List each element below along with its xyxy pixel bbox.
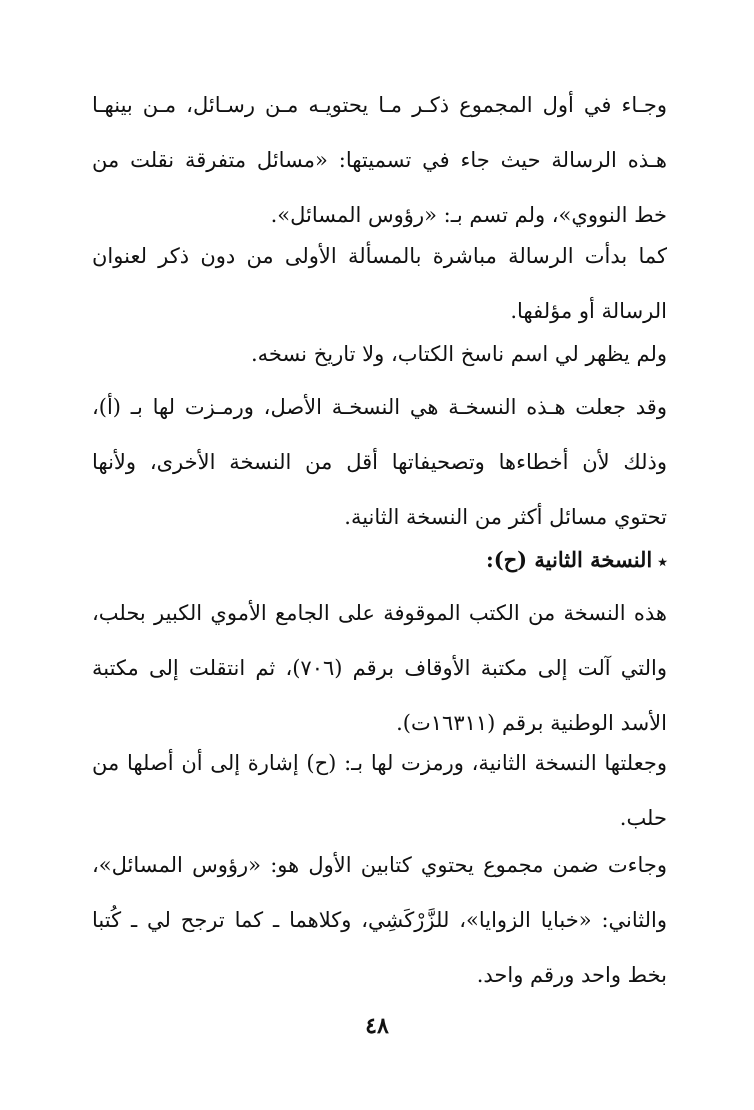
section-heading-text: النسخة الثانية (ح): <box>485 547 653 572</box>
paragraph-manuscript-contents: وجـاء في أول المجموع ذكـر مـا يحتويـه مـن رسـائل، مـن بينهـا هـذه الرسالة حيث جاء في تسميتها: «مسائل متفرقة نقلت من خط النووي»، ولم تسم بـ: «رؤوس المسائل». <box>92 93 667 227</box>
paragraph-second-copy-origin: هذه النسخة من الكتب الموقوفة على الجامع الأموي الكبير بحلب، والتي آلت إلى مكتبة الأوقاف برقم (٧٠٦)، ثم انتقلت إلى مكتبة الأسد الوطنية برقم (١٦٣١١ت). <box>92 601 667 735</box>
paragraph-copyist-unknown: ولم يظهر لي اسم ناسخ الكتاب، ولا تاريخ نسخه. <box>250 342 667 366</box>
paragraph-untitled-start: كما بدأت الرسالة مباشرة بالمسألة الأولى من دون ذكر لعنوان الرسالة أو مؤلفها. <box>92 244 667 323</box>
paragraph-collection-contents: وجاءت ضمن مجموع يحتوي كتابين الأول هو: «رؤوس المسائل»، والثاني: «خبايا الزوايا»، للزَّرْكَشِي، وكلاهما ـ كما ترجح لي ـ كُتبا بخط واحد ورقم واحد. <box>92 853 667 987</box>
asterisk-marker-icon: ٭ <box>658 552 667 571</box>
paragraph-second-copy-symbol: وجعلتها النسخة الثانية، ورمزت لها بـ: (ح) إشارة إلى أن أصلها من حلب. <box>92 751 667 830</box>
paragraph-base-copy: وقد جعلت هـذه النسخـة هي النسخـة الأصل، ورمـزت لها بـ (أ)، وذلك لأن أخطاءها وتصحيفاتها أقل من النسخة الأخرى، ولأنها تحتوي مسائل أكثر من النسخة الثانية. <box>92 395 667 529</box>
page-number: ٤٨ <box>365 1013 389 1039</box>
section-heading-second-copy <box>92 532 667 589</box>
